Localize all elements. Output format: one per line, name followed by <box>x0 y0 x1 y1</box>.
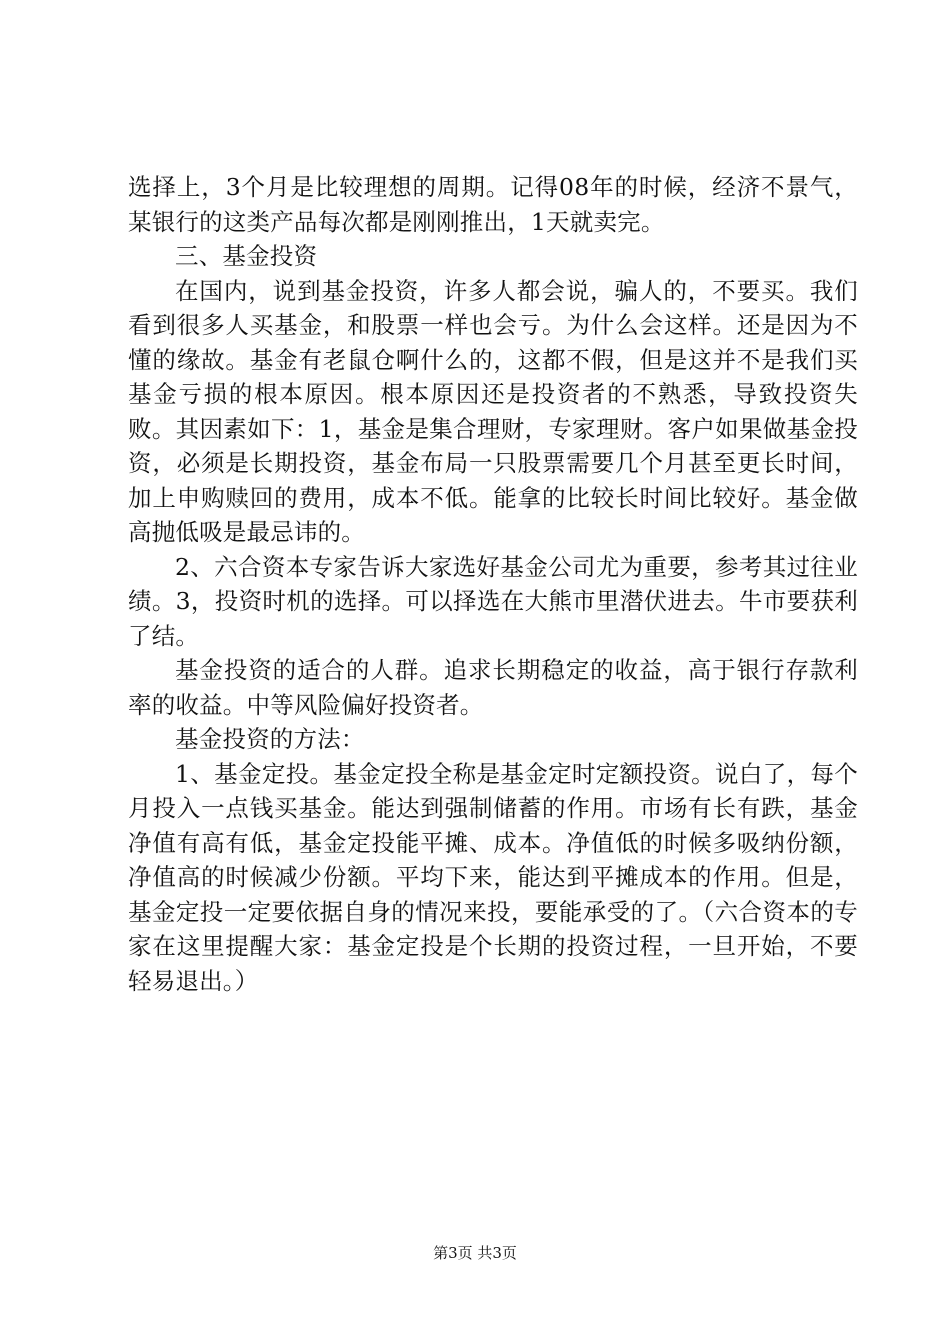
paragraph-fund-company: 2、六合资本专家告诉大家选好基金公司尤为重要，参考其过往业绩。3，投资时机的选择。可以择选在大熊市里潜伏进去。牛市要获利了结。 <box>128 552 858 650</box>
page-footer: 第3页 共3页 <box>433 1244 517 1262</box>
paragraph-fund-intro: 在国内，说到基金投资，许多人都会说，骗人的，不要买。我们看到很多人买基金，和股票一样也会亏。为什么会这样。还是因为不懂的缘故。基金有老鼠仓啊什么的，这都不假，但是这并不是我们买基金亏损的根本原因。根本原因还是投资者的不熟悉，导致投资失败。其因素如下：1，基金是集合理财，专家理财。客户如果做基金投资，必须是长期投资，基金布局一只股票需要几个月甚至更长时间，加上申购赎回的费用，成本不低。能拿的比较长时间比较好。基金做高抛低吸是最忌讳的。 <box>128 276 858 546</box>
document-body <box>128 170 858 998</box>
paragraph-methods-heading: 基金投资的方法： <box>175 725 365 753</box>
paragraph-target-investors: 基金投资的适合的人群。追求长期稳定的收益，高于银行存款利率的收益。中等风险偏好投资者。 <box>128 656 858 719</box>
paragraph-continuation: 选择上，3个月是比较理想的周期。记得08年的时候，经济不景气，某银行的这类产品每次都是刚刚推出，1天就卖完。 <box>128 173 858 236</box>
paragraph-fixed-investment: 1、基金定投。基金定投全称是基金定时定额投资。说白了，每个月投入一点钱买基金。能达到强制储蓄的作用。市场有长有跌，基金净值有高有低，基金定投能平摊、成本。净值低的时候多吸纳份额，净值高的时候减少份额。平均下来，能达到平摊成本的作用。但是，基金定投一定要依据自身的情况来投，要能承受的了。（六合资本的专家在这里提醒大家：基金定投是个长期的投资过程，一旦开始，不要轻易退出。） <box>128 759 858 995</box>
section-heading: 三、基金投资 <box>175 242 318 270</box>
